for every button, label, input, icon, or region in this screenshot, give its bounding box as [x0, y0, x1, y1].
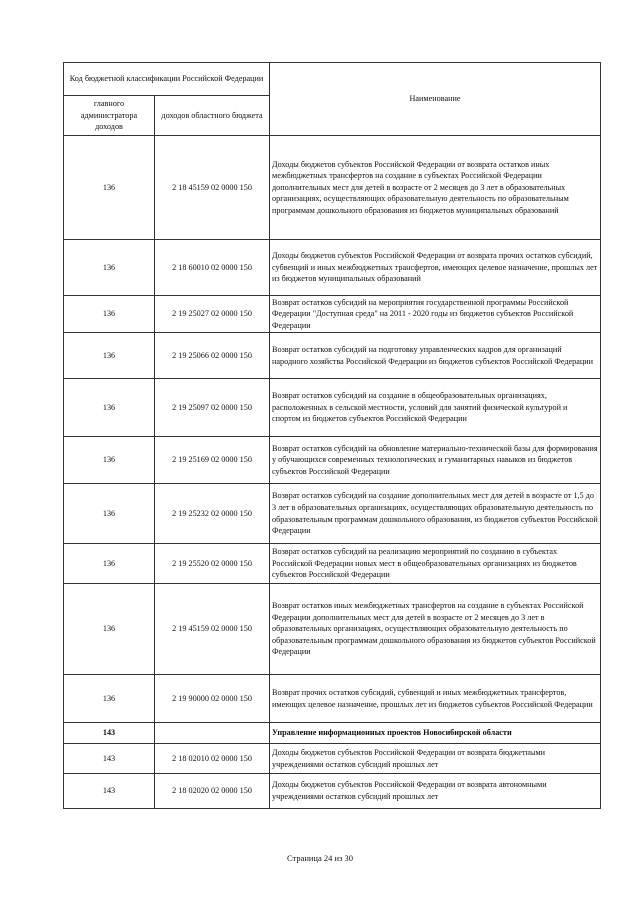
income-code-cell: 2 19 25169 02 0000 150	[155, 437, 270, 484]
name-cell: Доходы бюджетов субъектов Российской Федерации от возврата остатков иных межбюджетных трансфертов на создание в субъектах Российской Федерации дополнительных мест для детей в возрасте от 2 месяцев до 3 лет в образовательных организациях, осуществляющих образовательную деятельность по образовательным программам дошкольного образования из бюджетов муниципальных образований	[270, 136, 601, 240]
admin-code-cell: 136	[64, 379, 155, 437]
table-row	[64, 544, 601, 584]
income-code-cell: 2 19 25066 02 0000 150	[155, 333, 270, 379]
table-row	[64, 723, 601, 744]
income-code-cell: 2 19 90000 02 0000 150	[155, 675, 270, 723]
header-name: Наименование	[270, 63, 601, 136]
table-row	[64, 240, 601, 296]
admin-code-cell: 136	[64, 544, 155, 584]
income-code-cell: 2 18 02020 02 0000 150	[155, 774, 270, 809]
table-row	[64, 484, 601, 544]
table-row	[64, 675, 601, 723]
admin-code-cell: 136	[64, 437, 155, 484]
admin-code-cell: 136	[64, 296, 155, 333]
table-body	[64, 136, 601, 809]
income-code-cell: 2 18 45159 02 0000 150	[155, 136, 270, 240]
admin-code-cell: 143	[64, 744, 155, 774]
income-code-cell: 2 19 25232 02 0000 150	[155, 484, 270, 544]
table-row	[64, 296, 601, 333]
name-cell: Возврат остатков иных межбюджетных трансфертов на создание в субъектах Российской Федерации дополнительных мест для детей в возрасте от 2 месяцев до 3 лет в образовательных организациях, осуществляющих образовательную деятельность по образовательным программам дошкольного образования из бюджетов субъектов Российской Федерации	[270, 584, 601, 675]
name-cell: Доходы бюджетов субъектов Российской Федерации от возврата прочих остатков субсидий, субвенций и иных межбюджетных трансфертов, имеющих целевое назначение, прошлых лет из бюджетов муниципальных образований	[270, 240, 601, 296]
table-row	[64, 437, 601, 484]
name-cell: Возврат прочих остатков субсидий, субвенций и иных межбюджетных трансфертов, имеющих целевое назначение, прошлых лет из бюджетов субъектов Российской Федерации	[270, 675, 601, 723]
admin-code-cell: 136	[64, 484, 155, 544]
table-row	[64, 379, 601, 437]
income-code-cell: 2 19 25520 02 0000 150	[155, 544, 270, 584]
name-cell: Возврат остатков субсидий на создание в общеобразовательных организациях, расположенных в сельской местности, условий для занятий физической культурой и спортом из бюджетов субъектов Российской Федерации	[270, 379, 601, 437]
table-row	[64, 774, 601, 809]
table-row	[64, 744, 601, 774]
name-cell: Возврат остатков субсидий на подготовку управленческих кадров для организаций народного хозяйства Российской Федерации из бюджетов субъектов Российской Федерации	[270, 333, 601, 379]
table-row	[64, 333, 601, 379]
page-number: Страница 24 из 30	[286, 853, 354, 863]
budget-classification-table	[63, 62, 601, 809]
income-code-cell: 2 18 60010 02 0000 150	[155, 240, 270, 296]
admin-code-cell: 136	[64, 584, 155, 675]
admin-code-cell: 143	[64, 723, 155, 744]
admin-code-cell: 136	[64, 240, 155, 296]
admin-code-cell: 143	[64, 774, 155, 809]
header-admin-code: главного администратора доходов	[64, 96, 155, 136]
header-classification-code: Код бюджетной классификации Российской Федерации	[64, 63, 270, 96]
name-cell: Возврат остатков субсидий на создание дополнительных мест для детей в возрасте от 1,5 до 3 лет в образовательных организациях, осуществляющих образовательную деятельность по образовательным программам дошкольного образования, из бюджетов субъектов Российской Федерации	[270, 484, 601, 544]
admin-code-cell: 136	[64, 333, 155, 379]
table-row	[64, 136, 601, 240]
income-code-cell: 2 19 25097 02 0000 150	[155, 379, 270, 437]
admin-code-cell: 136	[64, 675, 155, 723]
income-code-cell: 2 19 25027 02 0000 150	[155, 296, 270, 333]
income-code-cell: 2 19 45159 02 0000 150	[155, 584, 270, 675]
name-cell: Доходы бюджетов субъектов Российской Федерации от возврата бюджетными учреждениями остатков субсидий прошлых лет	[270, 744, 601, 774]
table-row	[64, 584, 601, 675]
header-income-code: доходов областного бюджета	[155, 96, 270, 136]
admin-code-cell: 136	[64, 136, 155, 240]
name-cell: Доходы бюджетов субъектов Российской Федерации от возврата автономными учреждениями остатков субсидий прошлых лет	[270, 774, 601, 809]
name-cell: Возврат остатков субсидий на мероприятия государственной программы Российской Федерации "Доступная среда" на 2011 - 2020 годы из бюджетов субъектов Российской Федерации	[270, 296, 601, 333]
name-cell: Возврат остатков субсидий на обновление материально-технической базы для формирования у обучающихся современных технологических и гуманитарных навыков из бюджетов субъектов Российской Федерации	[270, 437, 601, 484]
name-cell: Возврат остатков субсидий на реализацию мероприятий по созданию в субъектах Российской Федерации новых мест в общеобразовательных организациях из бюджетов субъектов Российской Федерации	[270, 544, 601, 584]
income-code-cell	[155, 723, 270, 744]
income-code-cell: 2 18 02010 02 0000 150	[155, 744, 270, 774]
name-cell: Управление информационных проектов Новосибирской области	[270, 723, 601, 744]
